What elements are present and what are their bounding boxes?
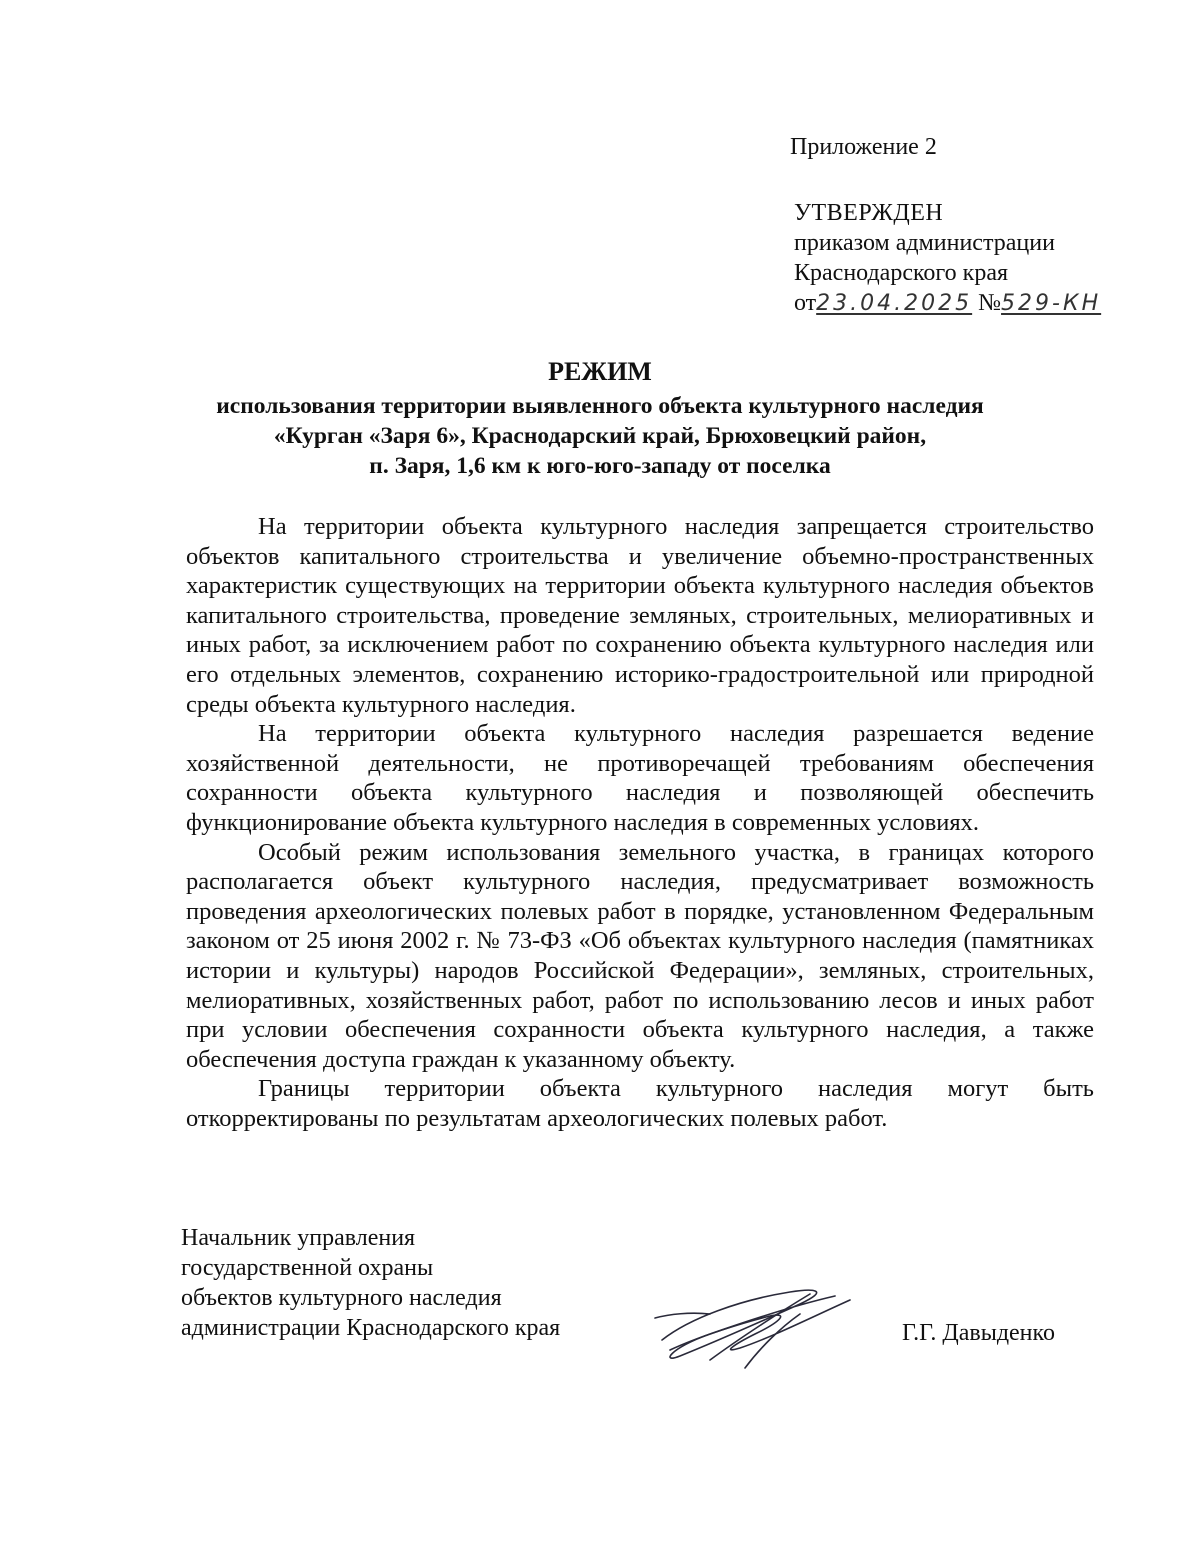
- date-prefix: от: [794, 290, 817, 316]
- approval-block: [794, 198, 1164, 319]
- signer-name: Г.Г. Давыденко: [902, 1320, 1055, 1346]
- approved-by-line-1: приказом администрации: [794, 230, 1055, 256]
- paragraph-permitted-activity: На территории объекта культурного наследия разрешается ведение хозяйственной деятельности, не противоречащей требованиям обеспечения сохранности объекта культурного наследия и позволяющей обеспечить функционирование объекта культурного наследия в современных условиях.: [186, 720, 1094, 836]
- document-body: [186, 512, 1094, 1133]
- subtitle-line-1: использования территории выявленного объекта культурного наследия: [216, 393, 984, 419]
- paragraph-boundaries: Границы территории объекта культурного наследия могут быть откорректированы по результатам археологических полевых работ.: [186, 1075, 1094, 1132]
- order-number: 529-КН: [1001, 291, 1102, 316]
- paragraph-prohibitions: На территории объекта культурного наследия запрещается строительство объектов капитального строительства и увеличение объемно-пространственных характеристик существующих на территории объекта культурного наследия объектов капитального строительства, проведение земляных, строительных, мелиоративных и иных работ, за исключением работ по сохранению объекта культурного наследия или его отдельных элементов, сохранению историко-градостроительной или природной среды объекта культурного наследия.: [186, 513, 1094, 718]
- order-date-number-line: [794, 288, 1164, 319]
- appendix-label: Приложение 2: [790, 134, 937, 160]
- handwritten-signature-icon: [650, 1278, 860, 1378]
- signer-position-line-1: Начальник управления: [181, 1225, 416, 1251]
- approved-by-line-2: Краснодарского края: [794, 260, 1009, 286]
- paragraph-special-regime: Особый режим использования земельного участка, в границах которого располагается объект культурного наследия, предусматривает возможность проведения археологических полевых работ в порядке, установленном Федеральным законом от 25 июня 2002 г. № 73-ФЗ «Об объектах культурного наследия (памятниках истории и культуры) народов Российской Федерации», земляных, строительных, мелиоративных, хозяйственных работ, работ по использованию лесов и иных работ при условии обеспечения сохранности объекта культурного наследия, а также обеспечения доступа граждан к указанному объекту.: [186, 838, 1094, 1073]
- signer-position-line-4: администрации Краснодарского края: [181, 1315, 561, 1341]
- signer-position-line-3: объектов культурного наследия: [181, 1285, 502, 1311]
- subtitle-line-3: п. Заря, 1,6 км к юго-юго-западу от поселка: [369, 453, 831, 479]
- document-title: РЕЖИМ: [548, 357, 652, 386]
- number-prefix: №: [978, 290, 1002, 316]
- signer-position: [181, 1223, 560, 1343]
- order-date: 23.04.2025: [816, 291, 973, 316]
- document-subtitle: [180, 391, 1020, 481]
- subtitle-line-2: «Курган «Заря 6», Краснодарский край, Брюховецкий район,: [273, 423, 927, 449]
- signer-position-line-2: государственной охраны: [181, 1255, 434, 1281]
- approved-label: УТВЕРЖДЕН: [794, 200, 944, 226]
